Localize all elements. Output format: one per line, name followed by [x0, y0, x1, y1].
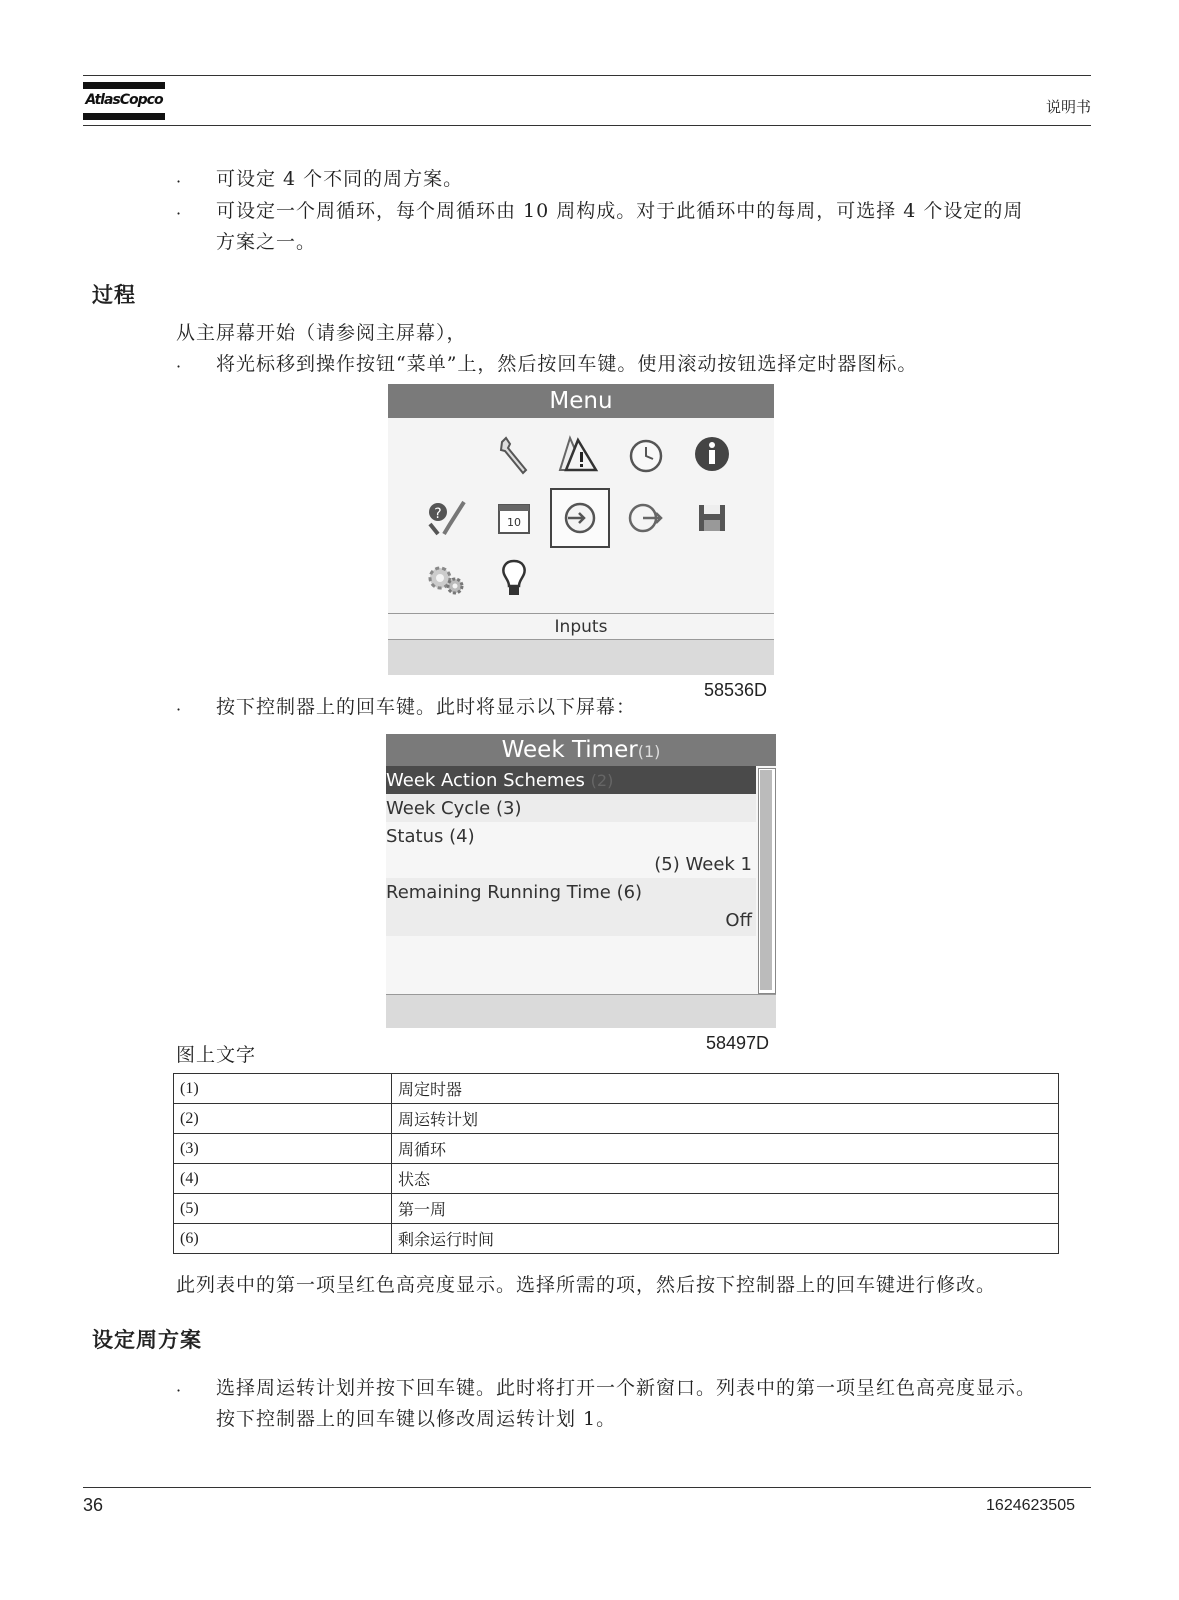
document-number: 1624623505: [986, 1497, 1075, 1514]
figure-code: 58497D: [706, 1033, 770, 1053]
legend-ref: (3): [174, 1134, 392, 1164]
menu-selected-label: Inputs: [554, 617, 608, 637]
list-item-label: Week Action Schemes: [386, 770, 585, 791]
menu-title: Menu: [388, 384, 774, 418]
legend-caption: 图上文字: [176, 1044, 257, 1066]
figure-code: 58536D: [704, 680, 768, 700]
svg-text:10: 10: [507, 516, 521, 529]
legend-text: 状态: [392, 1164, 1059, 1194]
bullet-dot: ·: [176, 700, 182, 719]
process-intro: 从主屏幕开始（请参阅主屏幕），: [176, 322, 467, 344]
legend-text: 剩余运行时间: [392, 1224, 1059, 1254]
list-item-status[interactable]: [386, 826, 475, 847]
legend-text: 周循环: [392, 1134, 1059, 1164]
intro-bullet-1: 可设定 4 个不同的周方案。: [216, 168, 464, 190]
svg-text:?: ?: [434, 506, 442, 522]
footer-rule: [83, 1487, 1091, 1488]
bullet-dot: ·: [176, 357, 182, 376]
outputs-icon[interactable]: [624, 496, 668, 540]
callout-1: (1): [637, 742, 661, 761]
section-heading-process: 过程: [92, 283, 136, 307]
list-item-label: Week Cycle: [386, 798, 491, 819]
section-heading-set-week-scheme: 设定周方案: [92, 1328, 202, 1352]
settings-icon[interactable]: [424, 558, 468, 602]
legend-ref: (6): [174, 1224, 392, 1254]
intro-bullet-2-cont: 方案之一。: [216, 231, 317, 253]
bullet-dot: ·: [176, 172, 182, 191]
save-icon[interactable]: [690, 496, 734, 540]
page-number: 36: [83, 1495, 104, 1515]
bullet-dot: ·: [176, 1381, 182, 1400]
table-row: [174, 1224, 1059, 1254]
list-item-remaining-running-time[interactable]: [386, 882, 642, 903]
test-icon[interactable]: [424, 496, 468, 540]
status-value-text: Week 1: [685, 854, 752, 875]
legend-ref: (1): [174, 1074, 392, 1104]
list-item-label: Status: [386, 826, 444, 847]
info-icon[interactable]: [690, 432, 734, 476]
table-row: [174, 1194, 1059, 1224]
week-timer-title-text: Week Timer: [501, 737, 638, 763]
callout-3: (3): [495, 798, 522, 819]
process-step-2: 按下控制器上的回车键。此时将显示以下屏幕：: [216, 696, 637, 718]
menu-status-bar: [388, 639, 774, 675]
bulb-icon[interactable]: [492, 556, 536, 600]
week-timer-screen: [386, 734, 776, 1027]
callout-4: (4): [449, 826, 475, 847]
table-row: [174, 1104, 1059, 1134]
legend-ref: (4): [174, 1164, 392, 1194]
set-scheme-step-line1: 选择周运转计划并按下回车键。此时将打开一个新窗口。列表中的第一项呈红色高亮度显示。: [216, 1377, 1037, 1399]
scrollbar[interactable]: [758, 768, 776, 994]
inputs-icon[interactable]: [550, 488, 610, 548]
header-top-rule: [83, 75, 1091, 76]
table-row: [174, 1164, 1059, 1194]
legend-text: 周定时器: [392, 1074, 1059, 1104]
after-table-text: 此列表中的第一项呈红色高亮度显示。选择所需的项，然后按下控制器上的回车键进行修改。: [176, 1274, 997, 1296]
list-item-week-action-schemes[interactable]: [386, 770, 613, 791]
calendar-icon[interactable]: [492, 496, 536, 540]
remaining-running-time-value: Off: [725, 910, 752, 931]
status-value: [654, 854, 752, 875]
clock-icon[interactable]: [624, 434, 668, 478]
week-timer-status-bar: [386, 994, 776, 1028]
legend-ref: (5): [174, 1194, 392, 1224]
scrollbar-thumb[interactable]: [760, 770, 772, 990]
callout-5: (5): [654, 854, 680, 875]
legend-table: [173, 1073, 1059, 1254]
callout-6: (6): [616, 882, 643, 903]
legend-ref: (2): [174, 1104, 392, 1134]
menu-label-divider: [388, 613, 774, 614]
list-item-label: Remaining Running Time: [386, 882, 611, 903]
legend-text: 第一周: [392, 1194, 1059, 1224]
wrench-icon[interactable]: [492, 434, 536, 478]
table-row: [174, 1134, 1059, 1164]
bullet-dot: ·: [176, 204, 182, 223]
callout-2: (2): [590, 771, 614, 790]
process-step-1: 将光标移到操作按钮“菜单”上，然后按回车键。使用滚动按钮选择定时器图标。: [216, 353, 918, 375]
legend-text: 周运转计划: [392, 1104, 1059, 1134]
table-row: [174, 1074, 1059, 1104]
atlas-copco-logo: AtlasCopco: [83, 82, 165, 122]
intro-bullet-2: 可设定一个周循环，每个周循环由 10 周构成。对于此循环中的每周，可选择 4 个设定的周: [216, 200, 1024, 222]
warning-icon[interactable]: [556, 432, 600, 476]
week-timer-title: [386, 734, 776, 766]
header-bottom-rule: [83, 125, 1091, 126]
menu-screen: [388, 384, 774, 674]
document-type-title: 说明书: [1045, 98, 1091, 116]
list-item-week-cycle[interactable]: [386, 798, 521, 819]
set-scheme-step-line2: 按下控制器上的回车键以修改周运转计划 1。: [216, 1408, 617, 1430]
